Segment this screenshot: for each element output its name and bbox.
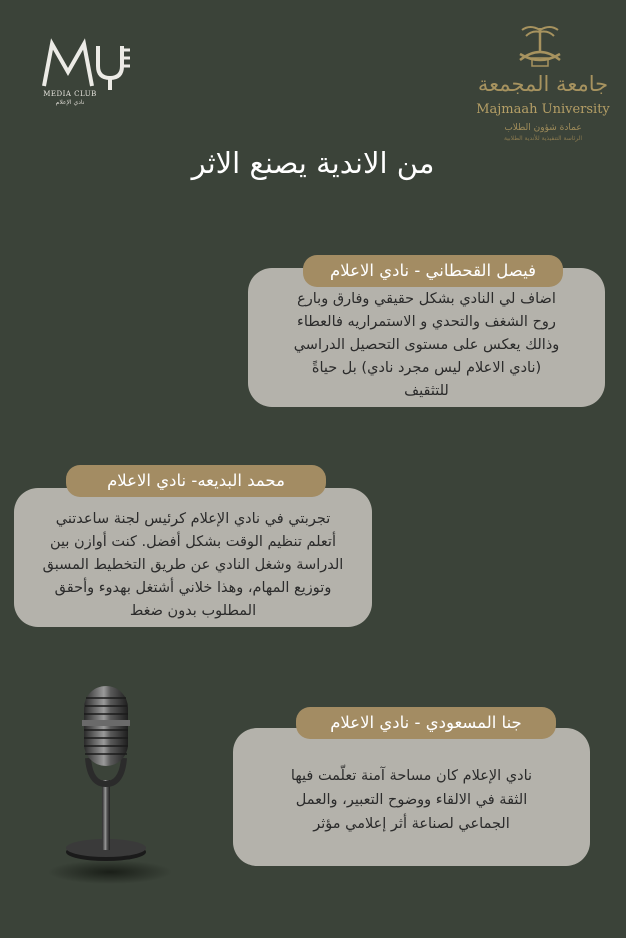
testimonial-1-line: اضاف لي النادي بشكل حقيقي وفارق وبارع xyxy=(297,291,556,307)
testimonial-3-name-badge: جنا المسعودي - نادي الاعلام xyxy=(296,707,556,739)
testimonial-card-1 xyxy=(248,268,605,407)
media-club-mark-icon xyxy=(40,38,136,90)
university-sub-department: الرئاسة التنفيذية للأندية الطلابية xyxy=(503,135,583,142)
testimonial-card-2 xyxy=(14,488,372,627)
testimonial-1-text xyxy=(248,288,605,403)
testimonial-3-line: الثقة في الالقاء ووضوح التعبير، والعمل xyxy=(295,792,528,808)
testimonial-2-line: المطلوب بدون ضغط xyxy=(129,603,257,619)
testimonial-2-line: وتوزيع المهام، وهذا خلاني أشتغل بهدوء وأحقق xyxy=(54,580,332,596)
testimonial-1-line: (نادي الاعلام ليس مجرد نادي) بل حياةً xyxy=(311,360,542,376)
testimonial-1-line: للتثقيف xyxy=(404,383,449,399)
testimonial-2-line: أتعلم تنظيم الوقت بشكل أفضل. كنت أوازن بين xyxy=(50,534,336,550)
university-logo xyxy=(476,22,610,142)
testimonial-2-line: الدراسة وشغل النادي عن طريق التخطيط المسبق xyxy=(42,557,344,573)
testimonial-card-3 xyxy=(233,728,590,866)
testimonial-3-line: الجماعي لصناعة أثر إعلامي مؤثر xyxy=(313,816,510,832)
testimonial-3-text xyxy=(233,764,590,836)
university-department: عمادة شؤون الطلاب xyxy=(504,123,582,133)
media-club-arabic-label: نادي الإعلام xyxy=(55,99,85,106)
media-club-label: MEDIA CLUB xyxy=(43,90,97,98)
page-title: من الاندية يصنع الاثر xyxy=(191,146,435,180)
university-arabic-name: جامعة المجمعة xyxy=(477,72,609,96)
testimonial-1-line: وذالك يعكس على مستوى التحصيل الدراسي xyxy=(293,337,560,353)
testimonial-2-name-badge: محمد البديعه- نادي الاعلام xyxy=(66,465,326,497)
palm-swords-emblem-icon xyxy=(514,22,566,70)
media-club-logo xyxy=(40,38,136,108)
testimonial-1-line: روح الشغف والتحدي و الاستمراريه فالعطاء xyxy=(297,314,556,330)
testimonial-2-line: تجربتي في نادي الإعلام كرئيس لجنة ساعدتني xyxy=(55,511,331,527)
microphone-icon xyxy=(40,680,180,890)
testimonial-2-text xyxy=(14,508,372,623)
testimonial-1-name-badge: فيصل القحطاني - نادي الاعلام xyxy=(303,255,563,287)
testimonial-3-line: نادي الإعلام كان مساحة آمنة تعلّمت فيها xyxy=(290,768,533,784)
university-english-name: Majmaah University xyxy=(476,102,610,117)
